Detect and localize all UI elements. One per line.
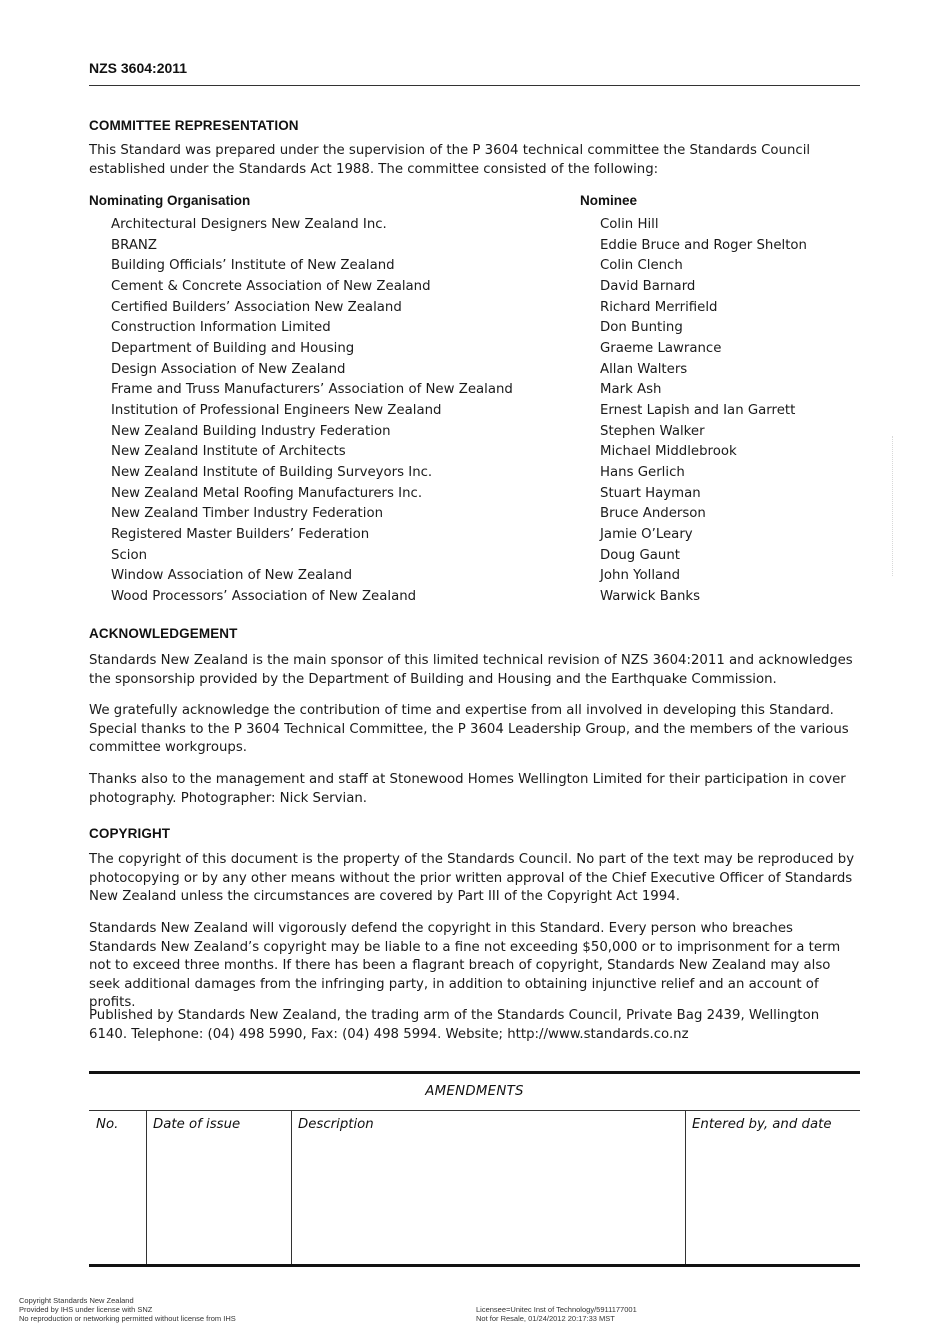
nominee-item: Michael Middlebrook: [600, 444, 737, 460]
nominee-item: Mark Ash: [600, 382, 662, 398]
organisation-item: Building Officials’ Institute of New Zealand: [111, 258, 395, 274]
committee-heading: COMMITTEE REPRESENTATION: [89, 118, 299, 133]
amendments-col-no: No.: [96, 1117, 119, 1132]
organisation-item: Construction Information Limited: [111, 320, 331, 336]
header-divider: [89, 85, 860, 86]
organisation-item: Registered Master Builders’ Federation: [111, 526, 370, 542]
organisation-item: Certified Builders’ Association New Zealand: [111, 299, 402, 315]
organisation-item: Frame and Truss Manufacturers’ Association of New Zealand: [111, 382, 513, 398]
footer-line: Provided by IHS under license with SNZ: [19, 1305, 153, 1314]
organisation-item: Architectural Designers New Zealand Inc.: [111, 217, 387, 232]
organisation-item: Wood Processors’ Association of New Zealand: [111, 588, 417, 604]
committee-intro: This Standard was prepared under the supervision of the P 3604 technical committee the Standards Council established under the Standards Act 1988. The committee consisted of the following:: [89, 143, 811, 177]
amendments-header-divider: [89, 1110, 860, 1111]
nominee-item: Jamie O’Leary: [600, 526, 693, 542]
nominee-item: Hans Gerlich: [600, 464, 685, 480]
organisation-item: Department of Building and Housing: [111, 340, 355, 356]
nominee-list: [600, 215, 807, 607]
nominee-item: Stuart Hayman: [600, 485, 701, 501]
acknowledgement-paragraph-2: We gratefully acknowledge the contribution of time and expertise from all involved in developing this Standard. Special thanks to the P 3604 Technical Committee, the P 3604 Leadership Group, and the members of the various committee workgroups.: [89, 703, 849, 755]
footer-line: No reproduction or networking permitted without license from IHS: [19, 1314, 236, 1323]
acknowledgement-heading: ACKNOWLEDGEMENT: [89, 626, 238, 641]
organisation-item: New Zealand Metal Roofing Manufacturers Inc.: [111, 485, 423, 501]
copyright-paragraph-1: The copyright of this document is the property of the Standards Council. No part of the text may be reproduced by photocopying or by any other means without the prior written approval of the Chief Executive Officer of Standards New Zealand unless the circumstances are covered by Part III of the Copyright Act 1994.: [89, 852, 855, 904]
nominee-item: Colin Clench: [600, 258, 683, 274]
nominee-item: Colin Hill: [600, 217, 659, 232]
organisation-item: New Zealand Timber Industry Federation: [111, 506, 384, 522]
column-divider: [685, 1110, 686, 1264]
publisher-contact: Published by Standards New Zealand, the trading arm of the Standards Council, Private Bag 2439, Wellington 6140. Telephone: (04) 498 5990, Fax: (04) 498 5994. Website; http://www.standards.co.nz: [89, 1008, 820, 1042]
acknowledgement-paragraph-3: Thanks also to the management and staff at Stonewood Homes Wellington Limited for their participation in cover photography. Photographer: Nick Servian.: [89, 772, 846, 806]
nominee-item: Stephen Walker: [600, 423, 705, 439]
organisation-item: New Zealand Institute of Architects: [111, 444, 346, 460]
copyright-heading: COPYRIGHT: [89, 826, 171, 841]
nominee-item: Richard Merrifield: [600, 299, 718, 315]
copyright-paragraph-2: Standards New Zealand will vigorously defend the copyright in this Standard. Every person who breaches Standards New Zealand’s copyright may be liable to a fine not exceeding $50,000 or to imprisonment for a term not to exceed three months. If there has been a flagrant breach of copyright, Standards New Zealand may also seek additional damages from the infringing party, in addition to obtaining injunctive relief and an account of profits.: [89, 921, 841, 1010]
organisation-item: Window Association of New Zealand: [111, 568, 353, 584]
nominee-item: Allan Walters: [600, 361, 688, 377]
nominee-item: David Barnard: [600, 278, 696, 294]
column-divider: [291, 1110, 292, 1264]
footer-line: Licensee=Unitec Inst of Technology/5911177001: [476, 1305, 637, 1314]
organisation-item: Design Association of New Zealand: [111, 361, 346, 377]
nominee-item: Don Bunting: [600, 320, 683, 336]
organisation-item: Cement & Concrete Association of New Zealand: [111, 278, 431, 294]
nominee-item: John Yolland: [600, 568, 681, 584]
amendments-col-entered: Entered by, and date: [692, 1117, 832, 1132]
amendments-table: [89, 1071, 860, 1267]
footer-line: Not for Resale, 01/24/2012 20:17:33 MST: [476, 1314, 615, 1323]
nominee-header: Nominee: [580, 193, 638, 208]
organisation-item: Scion: [111, 547, 148, 563]
amendments-col-description: Description: [298, 1117, 374, 1132]
footer-license-left: [19, 1296, 236, 1323]
acknowledgement-paragraph-1: Standards New Zealand is the main sponsor of this limited technical revision of NZS 3604:2011 and acknowledges the sponsorship provided by the Department of Building and Housing and the Earthquake Commission.: [89, 653, 853, 687]
nominee-item: Ernest Lapish and Ian Garrett: [600, 402, 796, 418]
organisation-item: New Zealand Institute of Building Surveyors Inc.: [111, 464, 433, 480]
organisation-item: BRANZ: [111, 237, 157, 253]
nominating-organisation-header: Nominating Organisation: [89, 193, 251, 208]
organisation-item: Institution of Professional Engineers New Zealand: [111, 402, 442, 418]
nominee-item: Bruce Anderson: [600, 506, 706, 522]
footer-license-right: [476, 1305, 637, 1323]
nominee-item: Graeme Lawrance: [600, 340, 722, 356]
margin-mark: [892, 436, 894, 576]
organisation-list: [111, 215, 513, 607]
organisation-item: New Zealand Building Industry Federation: [111, 423, 391, 439]
footer-line: Copyright Standards New Zealand: [19, 1296, 134, 1305]
amendments-col-date: Date of issue: [153, 1117, 241, 1132]
nominee-item: Eddie Bruce and Roger Shelton: [600, 237, 807, 253]
document-id: NZS 3604:2011: [89, 60, 188, 76]
nominee-item: Doug Gaunt: [600, 547, 680, 563]
amendments-title: AMENDMENTS: [425, 1084, 524, 1099]
column-divider: [146, 1110, 147, 1264]
nominee-item: Warwick Banks: [600, 588, 701, 604]
